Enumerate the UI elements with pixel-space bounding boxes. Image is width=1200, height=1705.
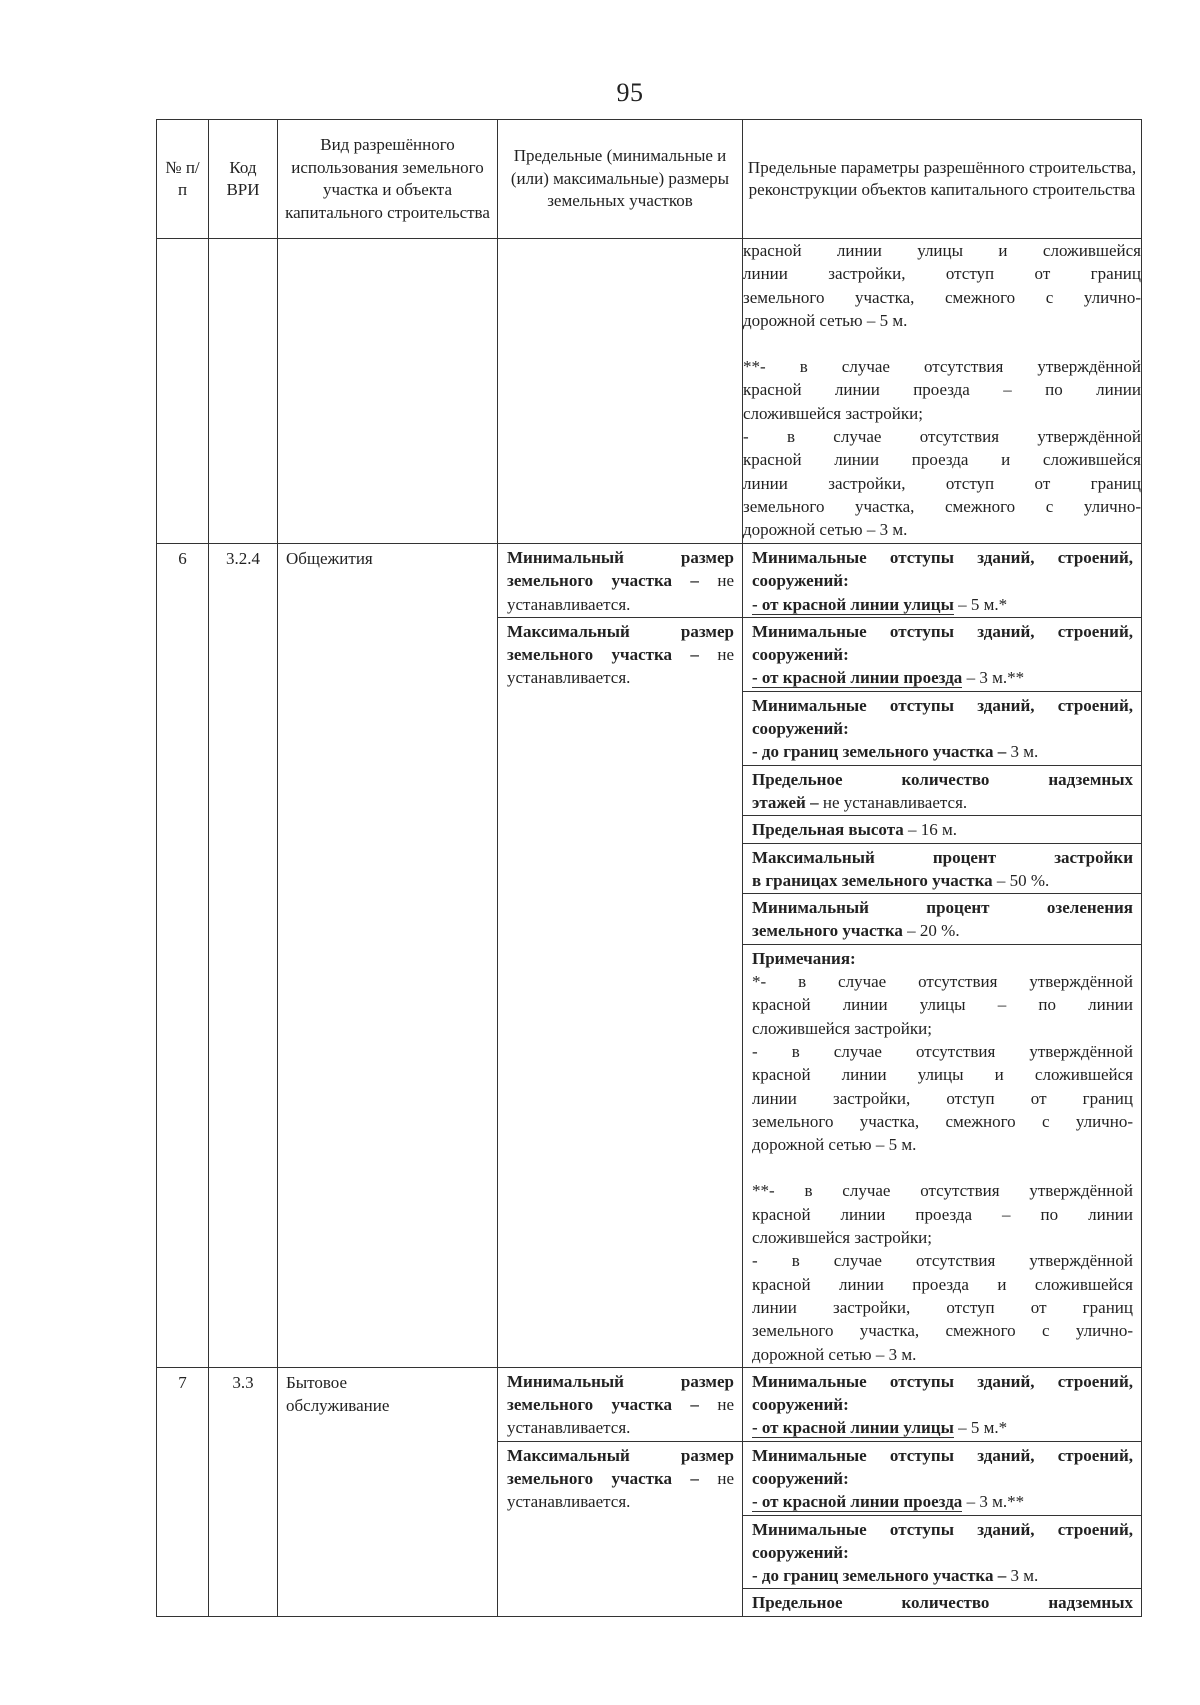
text-line: линии застройки, отступ от границ bbox=[752, 1297, 1133, 1317]
row7-num: 7 bbox=[157, 1367, 209, 1616]
row6-setback-boundary bbox=[743, 692, 1141, 766]
notes-title: Примечания: bbox=[752, 948, 856, 968]
text-line: земельного участка, смежного с улично- bbox=[743, 496, 1141, 516]
setback-item: - до границ земельного участка – bbox=[752, 1566, 1007, 1586]
text-line: красной линии улицы и сложившейся bbox=[752, 1065, 1133, 1085]
row6-num: 6 bbox=[157, 544, 209, 1368]
setback-value: – 3 м.** bbox=[962, 668, 1025, 688]
setback-item: - от красной линии проезда bbox=[752, 668, 963, 688]
page-number: 95 bbox=[616, 78, 644, 107]
row7-max-size bbox=[498, 1442, 742, 1515]
setback-title: Минимальные отступы зданий, строений, сооружений: bbox=[752, 1519, 1133, 1562]
setback-item: - до границ земельного участка – bbox=[752, 742, 1007, 762]
setback-value: – 3 м.** bbox=[962, 1492, 1025, 1512]
setback-title: Минимальные отступы зданий, строений, сооружений: bbox=[752, 695, 1133, 739]
row6-height bbox=[743, 816, 1141, 843]
setback-title: Минимальные отступы зданий, строений, сооружений: bbox=[752, 621, 1133, 665]
text-line: земельного участка, смежного с улично- bbox=[752, 1111, 1133, 1131]
cont-note-3 bbox=[743, 425, 1141, 541]
row6-max-size bbox=[498, 618, 742, 691]
text-line: красной линии проезда и сложившейся bbox=[743, 450, 1141, 470]
setback-item: - от красной линии улицы bbox=[752, 594, 954, 614]
min-size-value: не устанавливается. bbox=[507, 571, 734, 614]
row6-name: Общежития bbox=[278, 544, 498, 1368]
max-size-value: не устанавливается. bbox=[507, 645, 734, 688]
text-line: сложившейся застройки; bbox=[743, 403, 923, 423]
row6-setback-driveway bbox=[743, 618, 1141, 692]
min-size-label: Минимальный размер земельного участка – bbox=[507, 1371, 734, 1415]
table-row-7 bbox=[157, 1367, 1142, 1616]
setback-item: - от красной линии улицы bbox=[752, 1418, 954, 1438]
cont-size-cell bbox=[498, 239, 743, 544]
header-size: Предельные (минимальные и (или) максимальные) размеры земельных участков bbox=[498, 120, 743, 239]
cont-code-cell bbox=[209, 239, 278, 544]
text-line: **- в случае отсутствия утверждённой bbox=[743, 357, 1141, 377]
height-label: Предельная высота bbox=[752, 820, 904, 840]
text-line: линии застройки, отступ от границ bbox=[752, 1088, 1133, 1108]
floors-value: не устанавливается. bbox=[818, 792, 968, 812]
height-value: – 16 м. bbox=[903, 820, 958, 840]
row7-size-cell bbox=[498, 1367, 743, 1616]
cont-params-cell bbox=[743, 239, 1142, 544]
row6-setback-street bbox=[743, 544, 1141, 618]
setback-value: – 5 м.* bbox=[953, 594, 1008, 614]
row6-floors bbox=[743, 766, 1141, 817]
header-use: Вид разрешённого использования земельного участка и объекта капитального строительства bbox=[278, 120, 498, 239]
header-params: Предельные параметры разрешённого строительства, реконструкции объектов капитального строительства bbox=[743, 120, 1142, 239]
floors-label: Предельное количество надземных bbox=[752, 769, 1133, 789]
row6-min-size bbox=[498, 544, 742, 618]
max-size-label: Максимальный размер земельного участка – bbox=[507, 1445, 734, 1488]
text-line: дорожной сетью – 3 м. bbox=[743, 520, 908, 540]
row6-notes bbox=[743, 945, 1141, 1367]
cont-use-cell bbox=[278, 239, 498, 544]
regulations-table bbox=[156, 119, 1142, 1617]
text-line: красной линии проезда и сложившейся bbox=[752, 1274, 1133, 1294]
setback-value: 3 м. bbox=[1006, 742, 1039, 762]
max-size-label: Максимальный размер земельного участка – bbox=[507, 621, 734, 665]
setback-title: Минимальные отступы зданий, строений, сооружений: bbox=[752, 548, 1133, 591]
max-size-value: не устанавливается. bbox=[507, 1468, 734, 1512]
row7-params-cell bbox=[743, 1367, 1142, 1616]
row6-greenery bbox=[743, 894, 1141, 945]
text-line: красной линии улицы и сложившейся bbox=[743, 241, 1141, 260]
coverage-value: – 50 %. bbox=[992, 870, 1050, 890]
text-line: сложившейся застройки; bbox=[752, 1018, 932, 1038]
greenery-label: Минимальный процент озеленения bbox=[752, 898, 1133, 918]
row6-params-cell bbox=[743, 544, 1142, 1368]
coverage-label: в границах земельного участка bbox=[752, 870, 993, 890]
continuation-row bbox=[157, 239, 1142, 544]
row7-name bbox=[278, 1367, 498, 1616]
row7-setback-driveway bbox=[743, 1442, 1141, 1516]
row7-setback-street bbox=[743, 1368, 1141, 1442]
header-num: № п/п bbox=[157, 120, 209, 239]
text-line: дорожной сетью – 3 м. bbox=[752, 1344, 917, 1364]
setback-title: Минимальные отступы зданий, строений, сооружений: bbox=[752, 1371, 1133, 1415]
setback-title: Минимальные отступы зданий, строений, сооружений: bbox=[752, 1445, 1133, 1488]
text-line: земельного участка, смежного с улично- bbox=[752, 1321, 1133, 1341]
text-line: линии застройки, отступ от границ bbox=[743, 473, 1141, 493]
text-line: красной линии проезда – по линии bbox=[743, 380, 1141, 400]
text-line: *- в случае отсутствия утверждённой bbox=[752, 972, 1133, 992]
setback-value: – 5 м.* bbox=[953, 1418, 1008, 1438]
min-size-label: Минимальный размер земельного участка – bbox=[507, 548, 734, 591]
floors-label: этажей – bbox=[752, 792, 819, 812]
greenery-value: – 20 %. bbox=[902, 921, 960, 941]
min-size-value: не устанавливается. bbox=[507, 1395, 734, 1438]
text-line: - в случае отсутствия утверждённой bbox=[752, 1041, 1133, 1061]
header-code: Код ВРИ bbox=[209, 120, 278, 239]
row7-floors bbox=[743, 1589, 1141, 1615]
row7-setback-boundary bbox=[743, 1516, 1141, 1590]
coverage-label: Максимальный процент застройки bbox=[752, 847, 1133, 867]
text-line: - в случае отсутствия утверждённой bbox=[743, 427, 1141, 447]
row6-code: 3.2.4 bbox=[209, 544, 278, 1368]
cont-note-2 bbox=[743, 355, 1141, 425]
text-line: красной линии проезда – по линии bbox=[752, 1204, 1133, 1224]
name-line: Бытовое bbox=[286, 1372, 348, 1392]
table-header-row bbox=[157, 120, 1142, 239]
text-line: дорожной сетью – 5 м. bbox=[743, 310, 908, 330]
row7-min-size bbox=[498, 1368, 742, 1442]
cont-num-cell bbox=[157, 239, 209, 544]
row7-code: 3.3 bbox=[209, 1367, 278, 1616]
text-line: - в случае отсутствия утверждённой bbox=[752, 1251, 1133, 1271]
floors-label: Предельное количество надземных bbox=[752, 1593, 1133, 1613]
text-line: земельного участка, смежного с улично- bbox=[743, 287, 1141, 307]
greenery-label: земельного участка bbox=[752, 921, 903, 941]
row6-size-cell bbox=[498, 544, 743, 1368]
text-line: красной линии улицы – по линии bbox=[752, 995, 1133, 1015]
setback-item: - от красной линии проезда bbox=[752, 1492, 963, 1512]
row6-coverage bbox=[743, 844, 1141, 895]
setback-value: 3 м. bbox=[1006, 1566, 1039, 1586]
text-line: **- в случае отсутствия утверждённой bbox=[752, 1181, 1133, 1201]
cont-note-1 bbox=[743, 239, 1141, 332]
table-row-6 bbox=[157, 544, 1142, 1368]
text-line: дорожной сетью – 5 м. bbox=[752, 1135, 917, 1155]
text-line: линии застройки, отступ от границ bbox=[743, 264, 1141, 284]
text-line: сложившейся застройки; bbox=[752, 1228, 932, 1248]
name-line: обслуживание bbox=[286, 1396, 390, 1416]
